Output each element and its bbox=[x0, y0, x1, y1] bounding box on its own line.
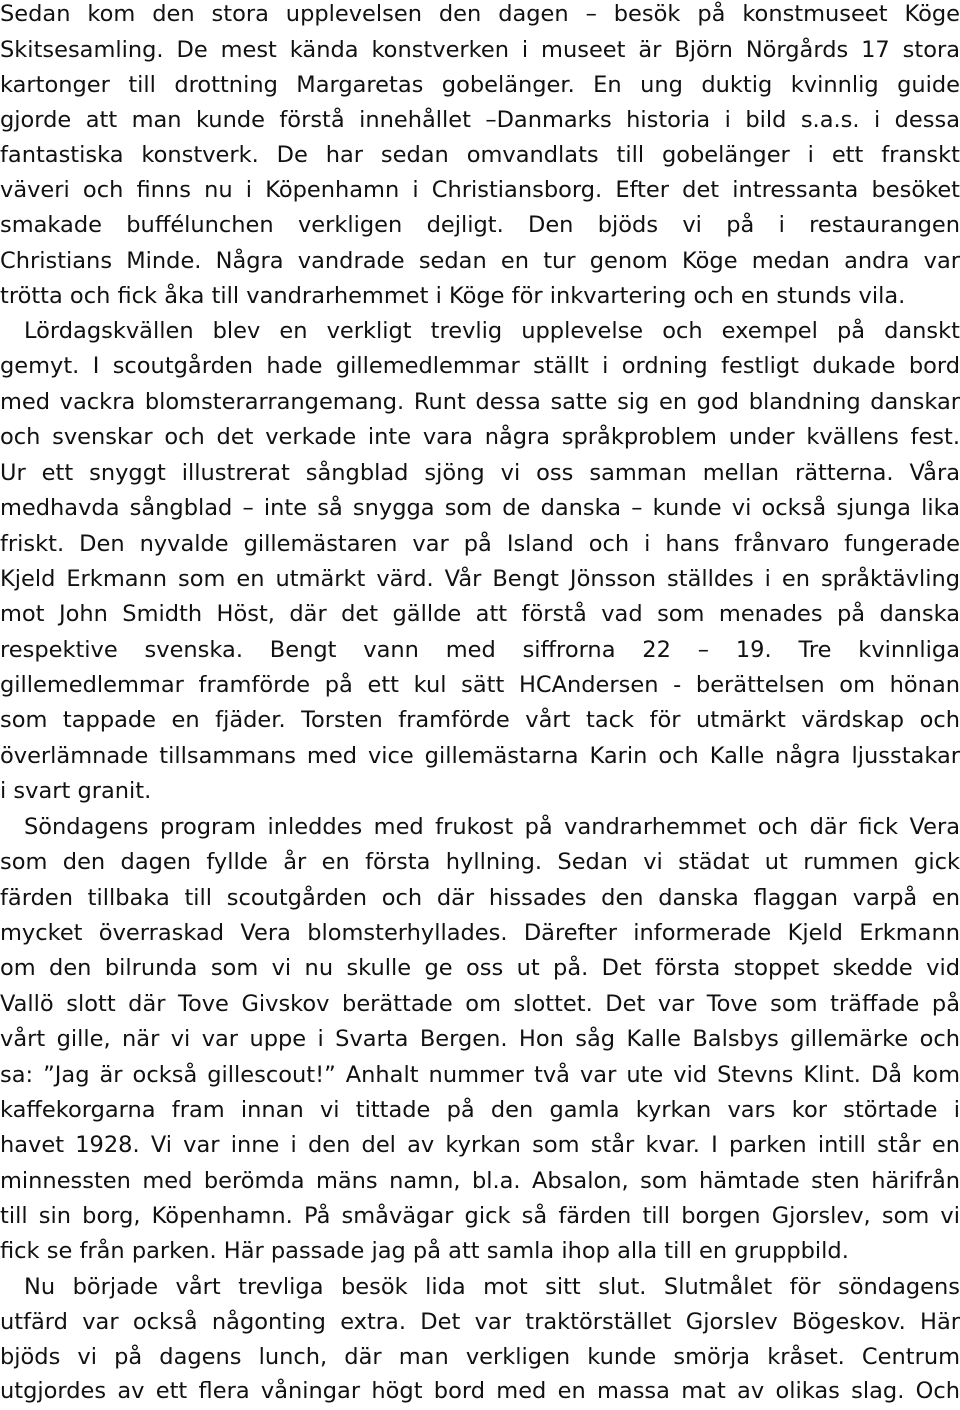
text-line: havet 1928. Vi var inne i den del av kyrkan som står kvar. I parken intill står en bbox=[0, 1132, 960, 1158]
text-line: gemyt. I scoutgården hade gillemedlemmar ställt i ordning festligt dukade bord bbox=[0, 353, 960, 379]
text-line: Kjeld Erkmann som en utmärkt värd. Vår Bengt Jönsson ställdes i en språktävling bbox=[0, 566, 960, 592]
text-line: Vallö slott där Tove Givskov berättade om slottet. Det var Tove som träffade på bbox=[0, 991, 960, 1017]
text-line: utfärd var också någonting extra. Det var traktörstället Gjorslev Bögeskov. Här bbox=[0, 1309, 960, 1335]
text-line: färden tillbaka till scoutgården och där hissades den danska flaggan varpå en bbox=[0, 885, 960, 911]
text-line: Christians Minde. Några vandrade sedan en tur genom Köge medan andra var bbox=[0, 248, 960, 274]
text-line: medhavda sångblad – inte så snygga som de danska – kunde vi också sjunga lika bbox=[0, 495, 960, 521]
text-line: i svart granit. bbox=[0, 778, 152, 804]
text-line: fantastiska konstverk. De har sedan omvandlats till gobelänger i ett franskt bbox=[0, 142, 960, 168]
text-line: bjöds vi på dagens lunch, där man verkligen kunde smörja kråset. Centrum bbox=[0, 1344, 960, 1370]
text-line: sa: ”Jag är också gillescout!” Anhalt nummer två var ute vid Stevns Klint. Då kom bbox=[0, 1062, 960, 1088]
text-line: överlämnade tillsammans med vice gillemästarna Karin och Kalle några ljusstakar bbox=[0, 743, 960, 769]
text-line: Lördagskvällen blev en verkligt trevlig upplevelse och exempel på danskt bbox=[24, 318, 960, 344]
text-line: kaffekorgarna fram innan vi tittade på den gamla kyrkan vars kor störtade i bbox=[0, 1097, 960, 1123]
text-line: till sin borg, Köpenhamn. På småvägar gick så färden till borgen Gjorslev, som vi bbox=[0, 1203, 960, 1229]
text-line: Nu började vårt trevliga besök lida mot sitt slut. Slutmålet för söndagens bbox=[24, 1274, 960, 1300]
text-line: respektive svenska. Bengt vann med siffrorna 22 – 19. Tre kvinnliga bbox=[0, 637, 960, 663]
text-line: som tappade en fjäder. Torsten framförde vårt tack för utmärkt värdskap och bbox=[0, 707, 960, 733]
text-line: fick se från parken. Här passade jag på att samla ihop alla till en gruppbild. bbox=[0, 1238, 849, 1264]
text-line: gillemedlemmar framförde på ett kul sätt HCAndersen - berättelsen om hönan bbox=[0, 672, 960, 698]
text-line: vårt gille, när vi var uppe i Svarta Bergen. Hon såg Kalle Balsbys gillemärke och bbox=[0, 1026, 960, 1052]
text-line: smakade buffélunchen verkligen dejligt. Den bjöds vi på i restaurangen bbox=[0, 212, 960, 238]
text-line: med vackra blomsterarrangemang. Runt dessa satte sig en god blandning danskar bbox=[0, 389, 960, 415]
text-line: kartonger till drottning Margaretas gobelänger. En ung duktig kvinnlig guide bbox=[0, 72, 960, 98]
text-line: väveri och finns nu i Köpenhamn i Christiansborg. Efter det intressanta besöket bbox=[0, 177, 960, 203]
text-line: trötta och fick åka till vandrarhemmet i Köge för inkvartering och en stunds vila. bbox=[0, 283, 906, 309]
text-line: utgjordes av ett flera våningar högt bord med en massa mat av olikas slag. Och bbox=[0, 1378, 960, 1404]
text-line: Sedan kom den stora upplevelsen den dagen – besök på konstmuseet Köge bbox=[0, 1, 960, 27]
text-line: som den dagen fyllde år en första hyllning. Sedan vi städat ut rummen gick bbox=[0, 849, 960, 875]
text-line: Ur ett snyggt illustrerat sångblad sjöng vi oss samman mellan rätterna. Våra bbox=[0, 460, 960, 486]
text-line: om den bilrunda som vi nu skulle ge oss ut på. Det första stoppet skedde vid bbox=[0, 955, 960, 981]
text-line: gjorde att man kunde förstå innehållet –Danmarks historia i bild s.a.s. i dessa bbox=[0, 107, 960, 133]
text-line: mycket överraskad Vera blomsterhyllades. Därefter informerade Kjeld Erkmann bbox=[0, 920, 960, 946]
text-line: friskt. Den nyvalde gillemästaren var på Island och i hans frånvaro fungerade bbox=[0, 531, 960, 557]
text-line: Söndagens program inleddes med frukost på vandrarhemmet och där fick Vera bbox=[24, 814, 960, 840]
text-line: Skitsesamling. De mest kända konstverken i museet är Björn Nörgårds 17 stora bbox=[0, 37, 960, 63]
text-line: minnessten med berömda mäns namn, bl.a. Absalon, som hämtade sten härifrån bbox=[0, 1168, 960, 1194]
text-line: och svenskar och det verkade inte vara några språkproblem under kvällens fest. bbox=[0, 424, 960, 450]
text-line: mot John Smidth Höst, där det gällde att förstå vad som menades på danska bbox=[0, 601, 960, 627]
